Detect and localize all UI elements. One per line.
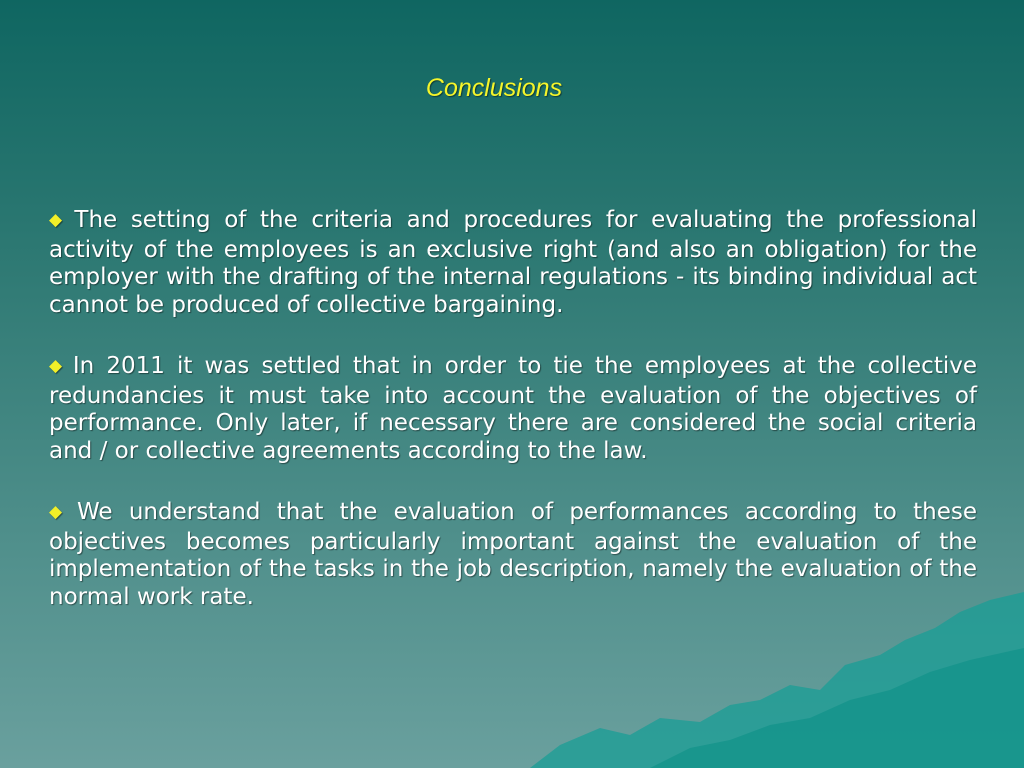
- diamond-bullet-icon: ◆: [49, 502, 72, 522]
- bullet-text: In 2011 it was settled that in order to tie the employees at the collective redundancies it must take into account the evaluation of the objectives of performance. Only later, if necessary there are considered the social criteria and / or collective agreements according to the law.: [49, 353, 978, 464]
- bullet-list: [49, 207, 977, 645]
- diamond-bullet-icon: ◆: [49, 210, 69, 230]
- slide-title: Conclusions: [425, 74, 563, 102]
- bullet-text: The setting of the criteria and procedures for evaluating the professional activity of the employees is an exclusive right (and also an obligation) for the employer with the drafting of the internal regulations - its binding individual act cannot be produced of collective bargaining.: [49, 207, 977, 318]
- bullet-item: [49, 353, 977, 465]
- bullet-item: [49, 207, 977, 319]
- bullet-text: We understand that the evaluation of performances according to these objectives becomes particularly important against the evaluation of the implementation of the tasks in the job description, namely the evaluation of the normal work rate.: [49, 499, 978, 610]
- bullet-item: [49, 499, 977, 611]
- diamond-bullet-icon: ◆: [49, 356, 67, 376]
